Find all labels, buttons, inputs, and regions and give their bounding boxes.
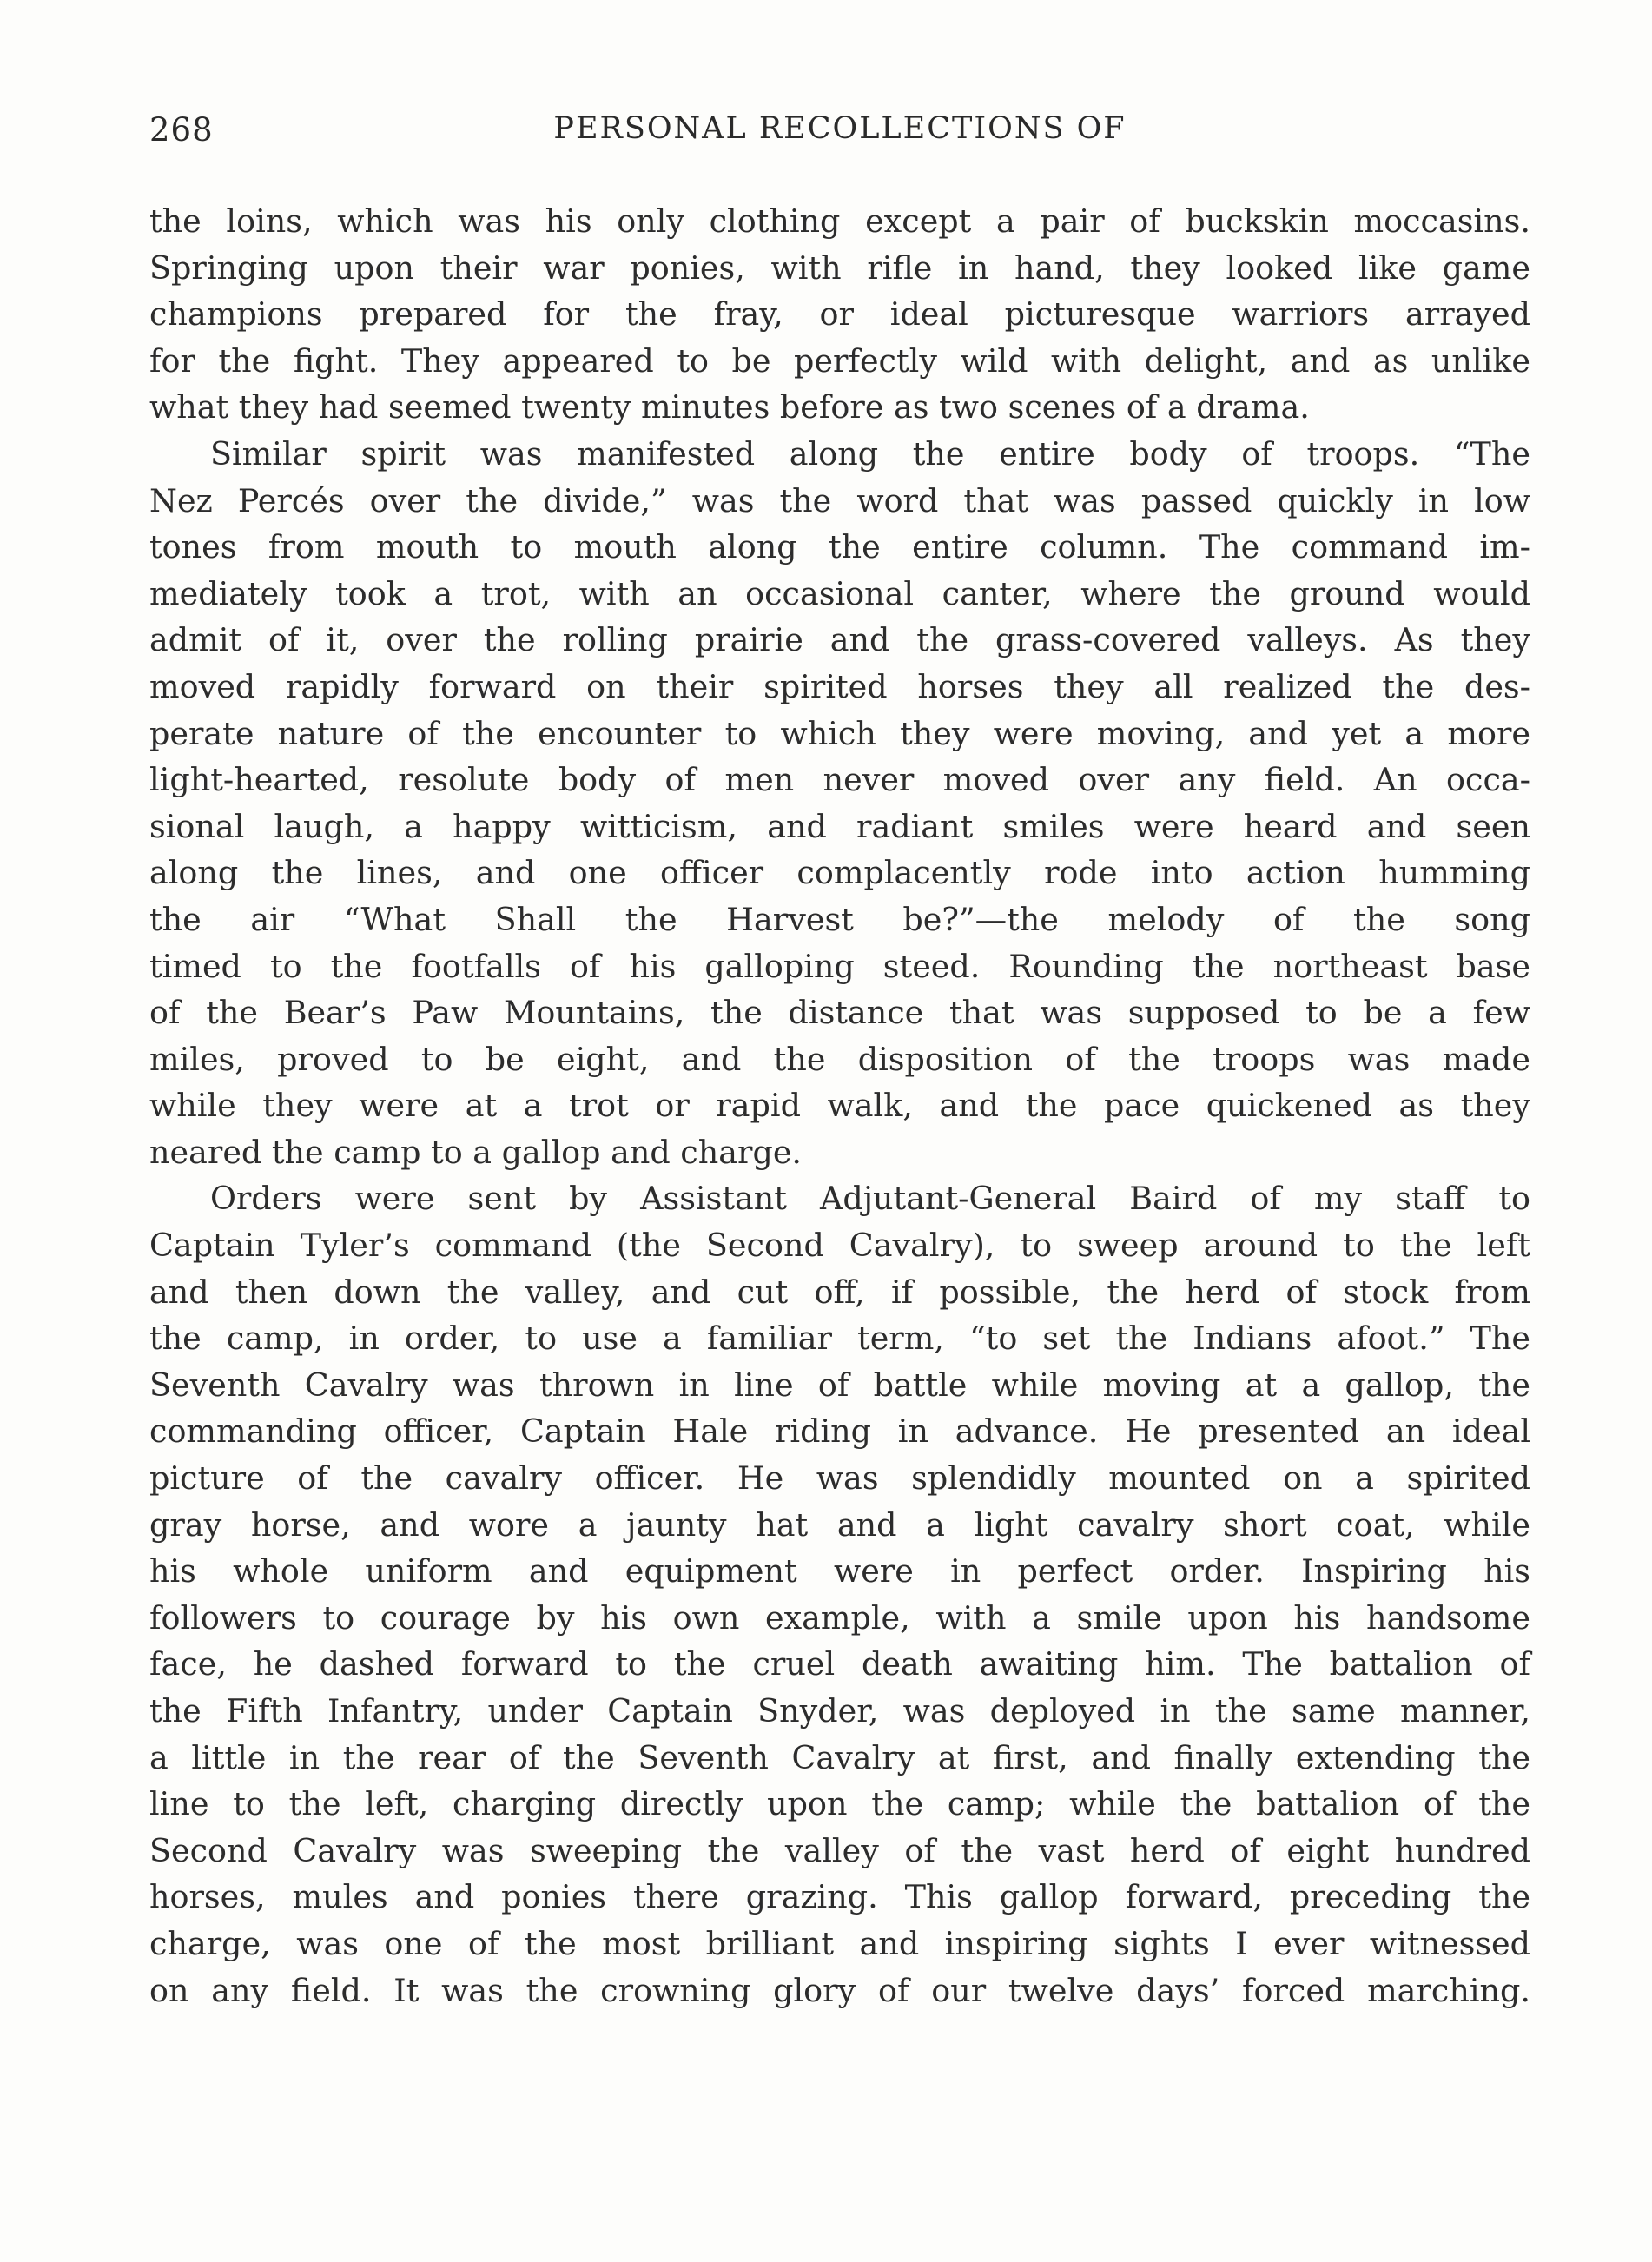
- text-line: the Fifth Infantry, under Captain Snyder, was deployed in the same manner,: [149, 1692, 1530, 1730]
- text-line: commanding officer, Captain Hale riding in advance. He presented an ideal: [149, 1412, 1530, 1451]
- text-line: neared the camp to a gallop and charge.: [149, 1133, 803, 1171]
- text-line: what they had seemed twenty minutes before as two scenes of a drama.: [149, 388, 1310, 427]
- page-number: 268: [149, 111, 214, 149]
- text-line: moved rapidly forward on their spirited horses they all realized the des-: [149, 667, 1530, 705]
- text-line: timed to the footfalls of his galloping steed. Rounding the northeast base: [149, 947, 1530, 985]
- text-line: face, he dashed forward to the cruel death awaiting him. The battalion of: [149, 1645, 1530, 1683]
- text-line: Nez Percés over the divide,” was the word that was passed quickly in low: [149, 481, 1530, 519]
- text-line: charge, was one of the most brilliant and inspiring sights I ever witnessed: [149, 1924, 1530, 1962]
- text-line: mediately took a trot, with an occasional canter, where the ground would: [149, 574, 1530, 612]
- text-line: while they were at a trot or rapid walk, and the pace quickened as they: [149, 1087, 1530, 1125]
- body-text: [149, 198, 1530, 2014]
- text-line: champions prepared for the fray, or ideal picturesque warriors arrayed: [149, 295, 1530, 334]
- text-line: Second Cavalry was sweeping the valley of the vast herd of eight hundred: [149, 1831, 1530, 1869]
- text-line: gray horse, and wore a jaunty hat and a light cavalry short coat, while: [149, 1505, 1530, 1544]
- text-line: for the fight. They appeared to be perfectly wild with delight, and as unlike: [149, 341, 1530, 380]
- text-line: along the lines, and one officer complacently rode into action humming: [149, 854, 1530, 892]
- text-line: sional laugh, a happy witticism, and radiant smiles were heard and seen: [149, 807, 1530, 845]
- text-line: Seventh Cavalry was thrown in line of battle while moving at a gallop, the: [149, 1366, 1530, 1404]
- text-line: and then down the valley, and cut off, if possible, the herd of stock from: [149, 1273, 1530, 1311]
- text-line: admit of it, over the rolling prairie and the grass-covered valleys. As they: [149, 621, 1530, 659]
- text-line: miles, proved to be eight, and the disposition of the troops was made: [149, 1040, 1530, 1078]
- text-line: line to the left, charging directly upon the camp; while the battalion of the: [149, 1785, 1530, 1823]
- text-line: Orders were sent by Assistant Adjutant-General Baird of my staff to: [210, 1180, 1530, 1218]
- running-head: PERSONAL RECOLLECTIONS OF: [553, 111, 1127, 146]
- text-line: the camp, in order, to use a familiar term, “to set the Indians afoot.” The: [149, 1320, 1530, 1358]
- text-line: Captain Tyler’s command (the Second Cavalry), to sweep around to the left: [149, 1227, 1530, 1265]
- text-line: the loins, which was his only clothing except a pair of buckskin moccasins.: [149, 202, 1530, 240]
- text-line: light-hearted, resolute body of men never moved over any field. An occa-: [149, 761, 1530, 799]
- text-line: of the Bear’s Paw Mountains, the distance that was supposed to be a few: [149, 994, 1530, 1032]
- text-line: horses, mules and ponies there grazing. This gallop forward, preceding the: [149, 1878, 1530, 1916]
- text-line: the air “What Shall the Harvest be?”—the melody of the song: [149, 900, 1530, 938]
- page-header: [149, 111, 1530, 163]
- text-line: Similar spirit was manifested along the entire body of troops. “The: [210, 434, 1530, 473]
- text-line: followers to courage by his own example, with a smile upon his handsome: [149, 1598, 1530, 1637]
- text-line: on any field. It was the crowning glory of our twelve days’ forced marching.: [149, 1971, 1530, 2009]
- text-line: tones from mouth to mouth along the entire column. The command im-: [149, 528, 1530, 566]
- text-line: picture of the cavalry officer. He was splendidly mounted on a spirited: [149, 1459, 1530, 1498]
- text-line: his whole uniform and equipment were in perfect order. Inspiring his: [149, 1552, 1530, 1591]
- text-line: a little in the rear of the Seventh Cavalry at first, and finally extending the: [149, 1738, 1530, 1776]
- text-line: Springing upon their war ponies, with rifle in hand, they looked like game: [149, 248, 1530, 287]
- text-line: perate nature of the encounter to which they were moving, and yet a more: [149, 714, 1530, 752]
